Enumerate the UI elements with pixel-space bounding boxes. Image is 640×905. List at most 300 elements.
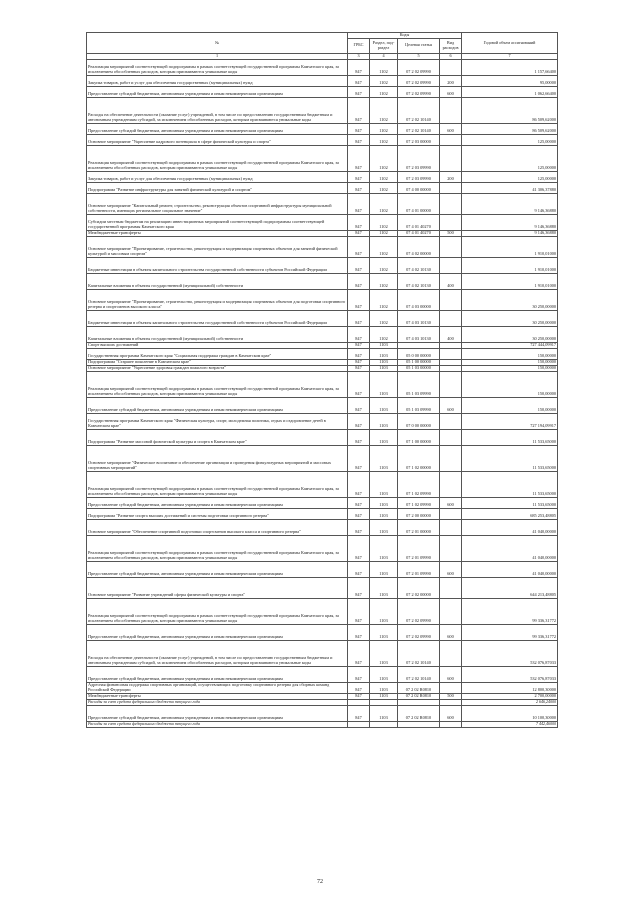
row-grbs: 847: [348, 273, 370, 289]
row-expense-type: [440, 535, 462, 561]
row-target-article: 07 2 02 R0810: [398, 682, 440, 693]
row-section: 1103: [370, 561, 398, 577]
row-target-article: 07 2 01 09990: [398, 561, 440, 577]
row-name: Предоставление субсидий бюджетным, автономным учреждениям и иным некоммерческим организациям: [87, 86, 348, 97]
row-name: Основное мероприятие "Развитие учреждений сферы физической культуры и спорта": [87, 577, 348, 598]
table-row: [87, 413, 558, 429]
row-expense-type: [440, 257, 462, 273]
table-row: [87, 59, 558, 75]
row-target-article: 07 4 01 00000: [398, 193, 440, 214]
header-annual: Годовой объем ассигнований: [462, 33, 558, 54]
row-grbs: 847: [348, 413, 370, 429]
row-name: Капитальные вложения в объекты государственной (муниципальной) собственности: [87, 326, 348, 342]
row-section: 1103: [370, 397, 398, 413]
row-grbs: 847: [348, 693, 370, 699]
row-amount: 1 157,66400: [462, 59, 558, 75]
row-grbs: 847: [348, 257, 370, 273]
row-target-article: 07 4 01 40270: [398, 214, 440, 230]
row-name: Расходы на обеспечение деятельности (оказание услуг) учреждений, в том числе по предоставлению государственным бюджетным и автономным учреждениям субсидий, за исключением обособленных расходов, которым присваиваются уникальные коды: [87, 97, 348, 123]
row-expense-type: [440, 682, 462, 693]
table-row: [87, 624, 558, 640]
table-row: [87, 193, 558, 214]
row-section: 1103: [370, 624, 398, 640]
row-amount: 9 146,36880: [462, 193, 558, 214]
table-row: [87, 134, 558, 145]
row-grbs: 847: [348, 508, 370, 519]
row-grbs: 847: [348, 214, 370, 230]
row-target-article: 07 4 03 00000: [398, 289, 440, 310]
budget-sheet: [86, 32, 557, 728]
row-name: Основное мероприятие "Укрепление здоровья граждан пожилого возраста": [87, 365, 348, 371]
row-target-article: 05 1 03 00000: [398, 365, 440, 371]
row-name: Предоставление субсидий бюджетным, автономным учреждениям и иным некоммерческим организациям: [87, 497, 348, 508]
row-name: Спорт высших достижений: [87, 342, 348, 348]
row-name: Основное мероприятие "Капитальный ремонт, строительство, реконструкция объектов спортивной инфраструктуры муниципальной собственности, имеющих региональное социальное значение": [87, 193, 348, 214]
row-name: Основное мероприятие "Проектирование, строительство, реконструкция и модернизация спортивных объектов для подготовки спортивного резерва и спортсменов высокого класса": [87, 289, 348, 310]
row-section: 1102: [370, 97, 398, 123]
row-section: 1103: [370, 497, 398, 508]
row-section: 1103: [370, 519, 398, 535]
table-row: [87, 348, 558, 359]
row-amount: 685 253,48805: [462, 508, 558, 519]
row-expense-type: [440, 59, 462, 75]
row-grbs: 847: [348, 519, 370, 535]
row-expense-type: 600: [440, 624, 462, 640]
row-section: 1102: [370, 214, 398, 230]
table-row: [87, 508, 558, 519]
row-amount: 41 306,37880: [462, 182, 558, 193]
budget-table: [86, 32, 558, 728]
row-target-article: 07 4 02 00000: [398, 236, 440, 257]
row-grbs: 847: [348, 429, 370, 445]
row-grbs: 847: [348, 134, 370, 145]
row-section: 1102: [370, 145, 398, 171]
colnum: 4: [370, 53, 398, 59]
row-name: Предоставление субсидий бюджетным, автономным учреждениям и иным некоммерческим организациям: [87, 123, 348, 134]
row-amount: 125,00000: [462, 134, 558, 145]
table-row: [87, 397, 558, 413]
row-amount: 12 800,30000: [462, 682, 558, 693]
row-amount: 30 250,00000: [462, 289, 558, 310]
table-row: [87, 86, 558, 97]
row-section: 1103: [370, 693, 398, 699]
row-expense-type: 200: [440, 171, 462, 182]
row-target-article: 07 4 00 00000: [398, 182, 440, 193]
row-expense-type: 600: [440, 86, 462, 97]
row-expense-type: [440, 310, 462, 326]
row-amount: 95,00000: [462, 75, 558, 86]
row-section: 1103: [370, 577, 398, 598]
row-amount: 150,00000: [462, 371, 558, 397]
row-target-article: 05 1 03 09990: [398, 371, 440, 397]
row-name: Подпрограмма "Развитие инфраструктуры для занятий физической культурой и спортом": [87, 182, 348, 193]
row-grbs: 847: [348, 666, 370, 682]
row-amount: 11 533,65000: [462, 429, 558, 445]
row-target-article: 07 2 02 09990: [398, 75, 440, 86]
row-grbs: 847: [348, 182, 370, 193]
row-target-article: 07 2 02 09990: [398, 59, 440, 75]
row-name: Предоставление субсидий бюджетным, автономным учреждениям и иным некоммерческим организациям: [87, 561, 348, 577]
row-target-article: 07 2 03 09990: [398, 171, 440, 182]
row-target-article: 07 4 02 10130: [398, 257, 440, 273]
row-grbs: 847: [348, 640, 370, 666]
row-grbs: 847: [348, 145, 370, 171]
row-section: 1102: [370, 193, 398, 214]
row-section: 1103: [370, 445, 398, 471]
row-section: 1103: [370, 666, 398, 682]
row-name: Подпрограмма "Развитие массовой физической культуры и спорта в Камчатском крае": [87, 429, 348, 445]
row-grbs: 847: [348, 230, 370, 236]
row-grbs: 847: [348, 598, 370, 624]
table-row: [87, 171, 558, 182]
table-row: [87, 640, 558, 666]
row-target-article: 07 2 02 R0810: [398, 693, 440, 699]
row-name: Расходы за счет средств федерального бюджета текущего года: [87, 721, 348, 727]
row-name: Предоставление субсидий бюджетным, автономным учреждениям и иным некоммерческим организациям: [87, 624, 348, 640]
row-expense-type: 200: [440, 75, 462, 86]
header-target: Целевая статья: [398, 38, 440, 53]
table-row: [87, 289, 558, 310]
row-expense-type: [440, 577, 462, 598]
row-name: Государственная программа Камчатского края "Физическая культура, спорт, молодежная политика, отдых и оздоровление детей в Камчатском крае": [87, 413, 348, 429]
row-amount: 10 100,30000: [462, 705, 558, 721]
row-amount: 86 509,62000: [462, 97, 558, 123]
row-target-article: 07 2 02 09990: [398, 598, 440, 624]
row-name: Реализация мероприятий соответствующей подпрограммы в рамках соответствующей государственной программы Камчатского края, за исключением обособленных расходов, которым присваиваются уникальные коды: [87, 371, 348, 397]
row-section: 1103: [370, 598, 398, 624]
row-expense-type: [440, 97, 462, 123]
row-name: Основное мероприятие "Укрепление кадрового потенциала в сфере физической культуры и спорта": [87, 134, 348, 145]
row-name: Основное мероприятие "Проектирование, строительство, реконструкция и модернизация спортивных объектов для занятий физической культурой и массовым спортом": [87, 236, 348, 257]
colnum: 7: [462, 53, 558, 59]
row-name: Подпрограмма "Старшее поколение в Камчатском крае": [87, 359, 348, 365]
row-grbs: 847: [348, 445, 370, 471]
row-target-article: 07 2 01 09990: [398, 535, 440, 561]
table-row: [87, 577, 558, 598]
row-section: 1103: [370, 413, 398, 429]
row-target-article: 07 4 03 10130: [398, 310, 440, 326]
colnum: 5: [398, 53, 440, 59]
row-amount: 41 040,00000: [462, 561, 558, 577]
row-expense-type: 500: [440, 693, 462, 699]
row-expense-type: [440, 429, 462, 445]
row-expense-type: [440, 640, 462, 666]
row-name: Расходы за счет средств федерального бюджета текущего года: [87, 699, 348, 705]
table-header: [87, 33, 558, 60]
row-section: 1102: [370, 75, 398, 86]
row-name: Бюджетные инвестиции в объекты капитального строительства государственной собственности субъектов Российской Федерации: [87, 257, 348, 273]
table-row: [87, 97, 558, 123]
row-expense-type: [440, 145, 462, 171]
row-target-article: 07 2 02 R0810: [398, 705, 440, 721]
row-grbs: 847: [348, 59, 370, 75]
row-section: 1103: [370, 342, 398, 348]
row-name: Капитальные вложения в объекты государственной (муниципальной) собственности: [87, 273, 348, 289]
row-expense-type: 600: [440, 666, 462, 682]
table-row: [87, 273, 558, 289]
row-target-article: 07 2 03 09990: [398, 145, 440, 171]
row-section: 1102: [370, 257, 398, 273]
table-body: [87, 59, 558, 727]
row-amount: 727 194,09917: [462, 413, 558, 429]
row-grbs: 847: [348, 326, 370, 342]
row-target-article: 07 2 02 10140: [398, 123, 440, 134]
row-section: 1102: [370, 123, 398, 134]
row-target-article: 07 2 02 10140: [398, 640, 440, 666]
row-amount: 41 040,00000: [462, 535, 558, 561]
row-amount: 150,00000: [462, 397, 558, 413]
row-amount: 99 336,31772: [462, 624, 558, 640]
row-grbs: 847: [348, 471, 370, 497]
row-section: 1102: [370, 230, 398, 236]
table-row: [87, 445, 558, 471]
row-section: 1103: [370, 365, 398, 371]
row-name: Расходы на обеспечение деятельности (оказание услуг) учреждений, в том числе по предоставлению государственным бюджетным и автономным учреждениям субсидий, за исключением обособленных расходов, которым присваиваются уникальные коды: [87, 640, 348, 666]
row-grbs: 847: [348, 577, 370, 598]
row-name: Реализация мероприятий соответствующей подпрограммы в рамках соответствующей государственной программы Камчатского края, за исключением обособленных расходов, которым присваиваются уникальные коды: [87, 535, 348, 561]
row-target-article: [398, 721, 440, 727]
row-name: Реализация мероприятий соответствующей подпрограммы в рамках соответствующей государственной программы Камчатского края, за исключением обособленных расходов, которым присваиваются уникальные коды: [87, 471, 348, 497]
row-expense-type: 400: [440, 326, 462, 342]
row-grbs: [348, 721, 370, 727]
row-name: Бюджетные инвестиции в объекты капитального строительства государственной собственности субъектов Российской Федерации: [87, 310, 348, 326]
row-expense-type: [440, 214, 462, 230]
row-amount: 41 040,00000: [462, 519, 558, 535]
table-row: [87, 535, 558, 561]
row-expense-type: [440, 413, 462, 429]
row-grbs: 847: [348, 705, 370, 721]
row-grbs: 847: [348, 289, 370, 310]
row-amount: 150,00000: [462, 365, 558, 371]
row-grbs: 847: [348, 236, 370, 257]
row-grbs: 847: [348, 371, 370, 397]
row-amount: 150,00000: [462, 359, 558, 365]
row-grbs: 847: [348, 123, 370, 134]
row-target-article: 07 1 00 00000: [398, 429, 440, 445]
row-section: 1102: [370, 289, 398, 310]
row-target-article: 05 1 00 00000: [398, 359, 440, 365]
row-expense-type: 600: [440, 397, 462, 413]
colnum: 6: [440, 53, 462, 59]
row-amount: 7 442,46000: [462, 721, 558, 727]
row-target-article: 05 1 03 09990: [398, 397, 440, 413]
row-grbs: 847: [348, 359, 370, 365]
table-row: [87, 371, 558, 397]
row-grbs: 847: [348, 310, 370, 326]
row-name: Реализация мероприятий соответствующей подпрограммы в рамках соответствующей государственной программы Камчатского края, за исключением обособленных расходов, которым присваиваются уникальные коды: [87, 59, 348, 75]
row-section: 1103: [370, 359, 398, 365]
row-name: Реализация мероприятий соответствующей подпрограммы в рамках соответствующей государственной программы Камчатского края, за исключением обособленных расходов, которым присваиваются уникальные коды: [87, 145, 348, 171]
row-section: 1102: [370, 134, 398, 145]
row-name: Закупка товаров, работ и услуг для обеспечения государственных (муниципальных) нужд: [87, 75, 348, 86]
row-amount: 11 533,65000: [462, 497, 558, 508]
row-expense-type: [440, 721, 462, 727]
row-expense-type: [440, 471, 462, 497]
row-expense-type: 600: [440, 497, 462, 508]
row-section: 1103: [370, 535, 398, 561]
row-name: Межбюджетные трансферты: [87, 230, 348, 236]
row-expense-type: [440, 193, 462, 214]
header-no: №: [87, 33, 348, 54]
row-name: Основное мероприятие "Физическое воспитание и обеспечение организации и проведения физкультурных мероприятий и массовых спортивных мероприятий": [87, 445, 348, 471]
table-row: [87, 666, 558, 682]
row-name: Предоставление субсидий бюджетным, автономным учреждениям и иным некоммерческим организациям: [87, 705, 348, 721]
table-row: [87, 310, 558, 326]
row-target-article: 07 1 02 00000: [398, 445, 440, 471]
row-section: 1102: [370, 59, 398, 75]
row-amount: 9 146,36880: [462, 214, 558, 230]
row-name: Субсидии местным бюджетам на реализацию инвестиционных мероприятий соответствующей подпрограммы соответствующей государственной программы Камчатского края: [87, 214, 348, 230]
table-row: [87, 145, 558, 171]
table-row: [87, 257, 558, 273]
row-target-article: 07 2 02 10140: [398, 666, 440, 682]
row-expense-type: 400: [440, 273, 462, 289]
row-target-article: 07 2 02 09990: [398, 86, 440, 97]
row-grbs: 847: [348, 171, 370, 182]
table-row: [87, 236, 558, 257]
row-section: 1103: [370, 429, 398, 445]
row-grbs: 847: [348, 397, 370, 413]
row-amount: 99 336,31772: [462, 598, 558, 624]
table-row: [87, 326, 558, 342]
row-section: [370, 721, 398, 727]
row-amount: 11 533,65000: [462, 445, 558, 471]
row-target-article: 07 4 01 40270: [398, 230, 440, 236]
row-expense-type: [440, 598, 462, 624]
row-target-article: 07 2 00 00000: [398, 508, 440, 519]
row-amount: 1 910,01000: [462, 236, 558, 257]
table-row: [87, 682, 558, 693]
row-amount: 11 533,65000: [462, 471, 558, 497]
row-amount: 150,00000: [462, 348, 558, 359]
row-target-article: 07 4 02 10130: [398, 273, 440, 289]
row-amount: 532 076,87033: [462, 666, 558, 682]
row-target-article: 07 2 01 00000: [398, 519, 440, 535]
row-amount: 30 250,00000: [462, 326, 558, 342]
row-section: 1102: [370, 273, 398, 289]
row-target-article: 07 2 03 00000: [398, 134, 440, 145]
row-target-article: 07 2 02 00000: [398, 577, 440, 598]
colnum: 1: [87, 53, 348, 59]
row-section: 1102: [370, 182, 398, 193]
table-row: [87, 519, 558, 535]
row-name: Основное мероприятие "Обеспечение спортивной подготовки спортсменов высокого класса и спортивного резерва": [87, 519, 348, 535]
row-section: 1103: [370, 371, 398, 397]
row-grbs: 847: [348, 497, 370, 508]
header-codes: Коды: [348, 33, 462, 39]
row-amount: 1 910,01000: [462, 257, 558, 273]
header-grbs: ГРБС: [348, 38, 370, 53]
row-grbs: 847: [348, 535, 370, 561]
row-amount: 532 076,87033: [462, 640, 558, 666]
row-grbs: 847: [348, 348, 370, 359]
row-name: Адресная финансовая поддержка спортивных организаций, осуществляющих подготовку спортивного резерва для сборных команд Российской Федерации: [87, 682, 348, 693]
table-row: [87, 705, 558, 721]
row-name: Реализация мероприятий соответствующей подпрограммы в рамках соответствующей государственной программы Камчатского края, за исключением обособленных расходов, которым присваиваются уникальные коды: [87, 598, 348, 624]
row-amount: 1 062,66400: [462, 86, 558, 97]
row-section: 1103: [370, 508, 398, 519]
row-expense-type: [440, 508, 462, 519]
table-row: [87, 182, 558, 193]
row-amount: 86 509,62000: [462, 123, 558, 134]
row-amount: 125,00000: [462, 171, 558, 182]
row-expense-type: [440, 289, 462, 310]
row-expense-type: [440, 371, 462, 397]
table-row: [87, 561, 558, 577]
row-target-article: 07 1 02 09990: [398, 497, 440, 508]
row-expense-type: 500: [440, 230, 462, 236]
row-name: Предоставление субсидий бюджетным, автономным учреждениям и иным некоммерческим организациям: [87, 666, 348, 682]
row-grbs: 847: [348, 86, 370, 97]
row-expense-type: [440, 134, 462, 145]
row-expense-type: [440, 236, 462, 257]
row-grbs: 847: [348, 561, 370, 577]
header-section: Раздел, под-раздел: [370, 38, 398, 53]
row-section: 1102: [370, 236, 398, 257]
row-grbs: 847: [348, 342, 370, 348]
table-row: [87, 75, 558, 86]
row-expense-type: [440, 182, 462, 193]
row-expense-type: 600: [440, 705, 462, 721]
table-row: [87, 214, 558, 230]
row-amount: 644 213,48805: [462, 577, 558, 598]
row-target-article: 07 1 02 09990: [398, 471, 440, 497]
row-amount: 727 444,09917: [462, 342, 558, 348]
row-grbs: 847: [348, 682, 370, 693]
table-row: [87, 123, 558, 134]
row-section: 1102: [370, 310, 398, 326]
row-expense-type: [440, 348, 462, 359]
row-amount: 9 146,36880: [462, 230, 558, 236]
row-section: 1103: [370, 471, 398, 497]
row-name: Закупка товаров, работ и услуг для обеспечения государственных (муниципальных) нужд: [87, 171, 348, 182]
row-section: 1102: [370, 86, 398, 97]
row-grbs: 847: [348, 365, 370, 371]
row-grbs: 847: [348, 75, 370, 86]
row-amount: 125,00000: [462, 145, 558, 171]
row-section: 1102: [370, 171, 398, 182]
row-section: 1102: [370, 326, 398, 342]
row-section: 1103: [370, 705, 398, 721]
row-name: Подпрограмма "Развитие спорта высших достижений и системы подготовки спортивного резерва": [87, 508, 348, 519]
header-expense-type: Вид расходов: [440, 38, 462, 53]
row-section: 1103: [370, 682, 398, 693]
row-grbs: 847: [348, 624, 370, 640]
row-name: Межбюджетные трансферты: [87, 693, 348, 699]
row-section: 1103: [370, 640, 398, 666]
row-name: Государственная программа Камчатского края "Социальная поддержка граждан в Камчатском крае": [87, 348, 348, 359]
row-expense-type: [440, 445, 462, 471]
table-row: [87, 471, 558, 497]
row-target-article: 07 2 02 10140: [398, 97, 440, 123]
table-row: [87, 497, 558, 508]
row-amount: 2 646,24000: [462, 699, 558, 705]
row-amount: 2 700,00000: [462, 693, 558, 699]
table-row: [87, 429, 558, 445]
row-grbs: 847: [348, 97, 370, 123]
row-target-article: 07 0 00 00000: [398, 413, 440, 429]
row-target-article: 05 0 00 00000: [398, 348, 440, 359]
row-amount: 1 910,01000: [462, 273, 558, 289]
row-target-article: 07 4 03 10130: [398, 326, 440, 342]
row-expense-type: 600: [440, 123, 462, 134]
row-expense-type: 600: [440, 561, 462, 577]
row-section: 1103: [370, 348, 398, 359]
row-grbs: 847: [348, 193, 370, 214]
note-row: [87, 721, 558, 727]
page-number: 72: [317, 879, 323, 885]
row-target-article: 07 2 02 09990: [398, 624, 440, 640]
